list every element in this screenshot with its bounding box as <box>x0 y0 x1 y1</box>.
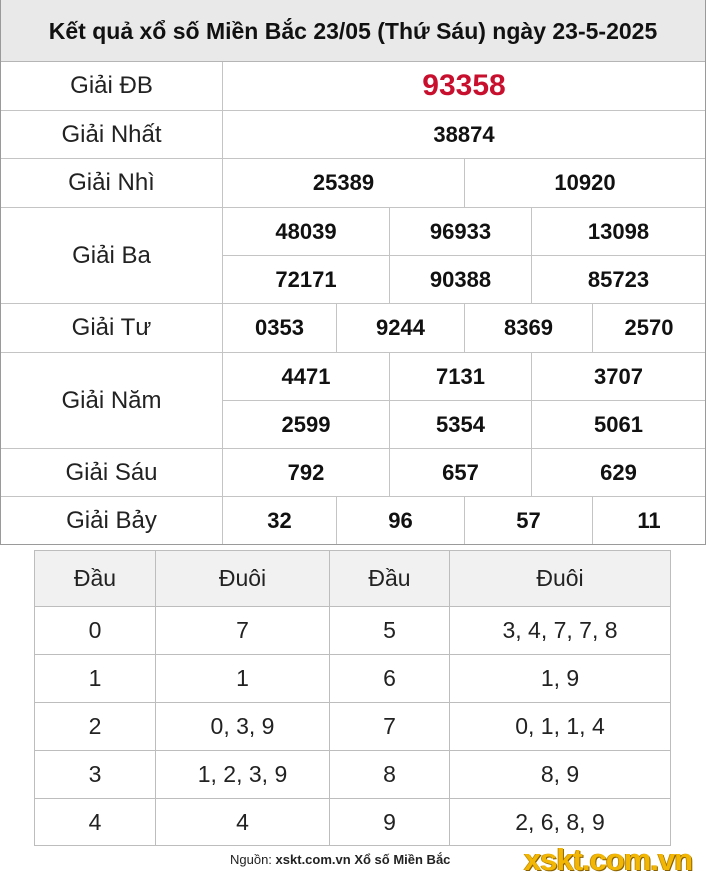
prize-row-third <box>1 208 705 304</box>
prize-number: 96933 <box>389 208 531 255</box>
loto-head-tail-table <box>34 550 671 846</box>
dau-cell: 0 <box>88 617 102 643</box>
prize-number: 0353 <box>255 315 304 340</box>
dau-cell: 2 <box>88 713 102 739</box>
table-row <box>35 751 670 799</box>
duoi-cell: 1, 2, 3, 9 <box>155 751 329 798</box>
prize-number: 38874 <box>433 121 495 147</box>
column-header: Đuôi <box>449 551 670 606</box>
column-header: Đầu <box>73 565 117 591</box>
prize-number: 657 <box>389 449 531 496</box>
duoi-cell: 1, 9 <box>449 655 670 702</box>
dau-cell: 8 <box>329 751 449 798</box>
page-title: Kết quả xổ số Miền Bắc 23/05 (Thứ Sáu) ngày 23-5-2025 <box>1 0 705 62</box>
column-header: Đầu <box>329 551 449 606</box>
prize-label: Giải Nhất <box>1 111 223 158</box>
prize-number: 72171 <box>275 267 337 292</box>
table-row <box>35 703 670 751</box>
prize-row-second <box>1 159 705 208</box>
prize-row-special <box>1 62 705 111</box>
duoi-cell: 2, 6, 8, 9 <box>449 799 670 845</box>
prize-number: 3707 <box>531 353 705 400</box>
duoi-cell: 0, 3, 9 <box>155 703 329 750</box>
prize-number: 13098 <box>531 208 705 255</box>
dau-cell: 4 <box>88 808 102 835</box>
prize-row-fifth <box>1 353 705 449</box>
dau-cell: 5 <box>329 607 449 654</box>
prize-number: 2570 <box>592 304 705 352</box>
duoi-cell: 3, 4, 7, 7, 8 <box>449 607 670 654</box>
column-header: Đuôi <box>155 551 329 606</box>
special-prize-number: 93358 <box>422 69 506 102</box>
table-row <box>35 655 670 703</box>
prize-number: 85723 <box>531 256 705 304</box>
source-prefix: Nguồn: <box>230 852 272 867</box>
dau-cell: 3 <box>88 761 102 787</box>
prize-number: 57 <box>464 497 592 544</box>
prize-label: Giải Nhì <box>1 159 223 207</box>
prize-number: 90388 <box>389 256 531 304</box>
prize-number: 25389 <box>312 170 375 195</box>
prize-number: 7131 <box>389 353 531 400</box>
duoi-cell: 1 <box>155 655 329 702</box>
dau-cell: 7 <box>329 703 449 750</box>
prize-row-first <box>1 111 705 159</box>
prize-number: 8369 <box>464 304 592 352</box>
prize-number: 96 <box>336 497 464 544</box>
prize-number: 32 <box>267 507 292 533</box>
brand-logo: xskt.com.vn <box>524 842 693 877</box>
prize-label: Giải Sáu <box>1 449 223 496</box>
prize-number: 792 <box>287 459 325 485</box>
prize-number: 9244 <box>336 304 464 352</box>
dau-cell: 9 <box>329 799 449 845</box>
source-name: Xổ số Miền Bắc <box>354 852 451 867</box>
prize-row-fourth <box>1 304 705 353</box>
duoi-cell: 7 <box>155 607 329 654</box>
duoi-cell: 4 <box>155 799 329 845</box>
loto-header-row <box>35 551 670 607</box>
prize-label: Giải Ba <box>1 208 223 303</box>
prize-label: Giải Bảy <box>1 497 223 544</box>
prize-number: 629 <box>531 449 705 496</box>
source-site-link[interactable]: xskt.com.vn <box>275 852 351 867</box>
dau-cell: 1 <box>88 665 102 691</box>
table-row <box>35 607 670 655</box>
prize-label: Giải Năm <box>1 353 223 448</box>
prize-number: 5354 <box>389 401 531 449</box>
prize-number: 10920 <box>464 159 705 207</box>
table-row <box>35 799 670 845</box>
prize-row-seventh <box>1 497 705 544</box>
prize-number: 48039 <box>275 218 337 244</box>
prize-label: Giải Tư <box>1 304 223 352</box>
dau-cell: 6 <box>329 655 449 702</box>
prize-number: 5061 <box>531 401 705 449</box>
prize-number: 11 <box>592 497 705 544</box>
prize-number: 4471 <box>281 363 331 389</box>
prize-label: Giải ĐB <box>1 62 223 110</box>
duoi-cell: 0, 1, 1, 4 <box>449 703 670 750</box>
source-credit <box>230 852 450 867</box>
prize-number: 2599 <box>281 412 331 437</box>
duoi-cell: 8, 9 <box>449 751 670 798</box>
prize-row-sixth <box>1 449 705 497</box>
